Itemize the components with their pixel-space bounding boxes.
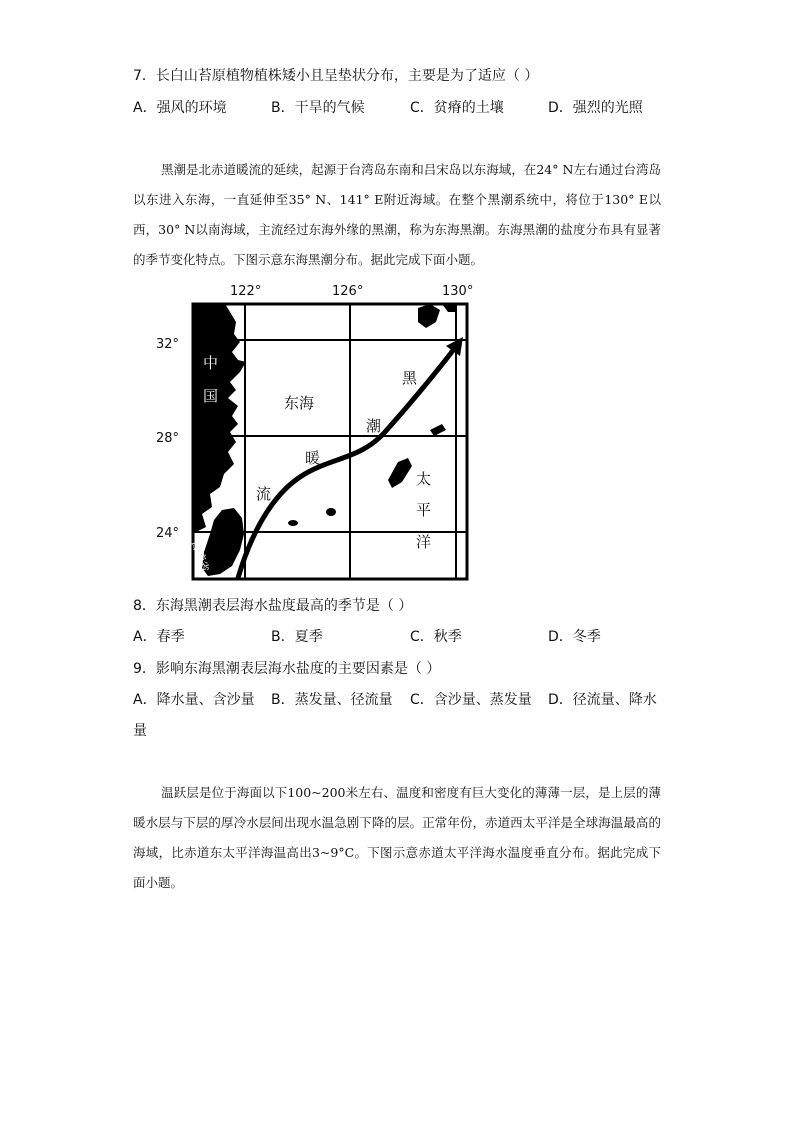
- lat-label-24: 24°: [156, 526, 180, 541]
- taiwan-label: 台湾省: [188, 538, 212, 574]
- q9-option-a: A．降水量、含沙量: [133, 692, 255, 708]
- donghai-label: 东海: [284, 394, 315, 412]
- passage-thermocline-text: 温跃层是位于海面以下100~200米左右、温度和密度有巨大变化的薄薄一层，是上层的薄暖水层与下层的厚冷水层间出现水温急剧下降的层。正常年份，赤道西太平洋是全球海温最高的海域，比赤道东太平洋海温高出3~9°C。下图示意赤道太平洋海水温度垂直分布。据此完成下面小题。: [133, 785, 661, 890]
- pacific-char-ping: 平: [416, 501, 432, 519]
- passage-kuroshio: [133, 155, 661, 275]
- q7-option-d: D．强烈的光照: [548, 100, 643, 116]
- current-char-hei: 黑: [402, 369, 418, 387]
- current-char-liu: 流: [256, 485, 272, 503]
- q7-option-a: A．强风的环境: [133, 100, 227, 116]
- q8-stem: 8．东海黑潮表层海水盐度最高的季节是（ ）: [133, 598, 413, 614]
- q9-option-b: B．蒸发量、径流量: [271, 692, 393, 708]
- current-char-chao: 潮: [366, 417, 382, 435]
- lon-label-126: 126°: [332, 284, 364, 299]
- china-label-zhong: 中: [203, 354, 219, 372]
- lat-label-32: 32°: [156, 337, 180, 352]
- q7-stem: 7．长白山苔原植物植株矮小且呈垫状分布，主要是为了适应（ ）: [133, 68, 539, 84]
- china-label-guo: 国: [203, 387, 219, 405]
- passage-thermocline: [133, 778, 661, 898]
- kuroshio-map: [150, 282, 490, 582]
- lon-label-130: 130°: [442, 284, 474, 299]
- current-char-nuan: 暖: [305, 449, 321, 467]
- q7-option-b: B．干旱的气候: [271, 100, 365, 116]
- q9-option-c: C．含沙量、蒸发量: [410, 692, 532, 708]
- island-6: [288, 520, 298, 526]
- map-graphic: [150, 282, 490, 582]
- q8-option-d: D．冬季: [548, 629, 601, 645]
- pacific-char-yang: 洋: [416, 533, 432, 551]
- q7-option-c: C．贫瘠的土壤: [410, 100, 504, 116]
- passage-kuroshio-text: 黑潮是北赤道暖流的延续，起源于台湾岛东南和吕宋岛以东海域，在24° N左右通过台湾岛以东进入东海，一直延伸至35° N、141° E附近海域。在整个黑潮系统中，将位于130° E以西，30° N以南海域，主流经过东海外缘的黑潮，称为东海黑潮。东海黑潮的盐度分布具有显著的季节变化特点。下图示意东海黑潮分布。据此完成下面小题。: [133, 162, 661, 267]
- q8-option-c: C．秋季: [410, 629, 462, 645]
- q9-option-d-wrap: 量: [133, 723, 147, 739]
- lon-label-122: 122°: [230, 284, 262, 299]
- q8-option-a: A．春季: [133, 629, 185, 645]
- q9-stem: 9．影响东海黑潮表层海水盐度的主要因素是（ ）: [133, 661, 441, 677]
- island-5: [326, 508, 336, 516]
- q8-option-b: B．夏季: [271, 629, 323, 645]
- q9-option-d: D．径流量、降水: [548, 692, 657, 708]
- lat-label-28: 28°: [156, 431, 180, 446]
- pacific-char-tai: 太: [416, 470, 432, 488]
